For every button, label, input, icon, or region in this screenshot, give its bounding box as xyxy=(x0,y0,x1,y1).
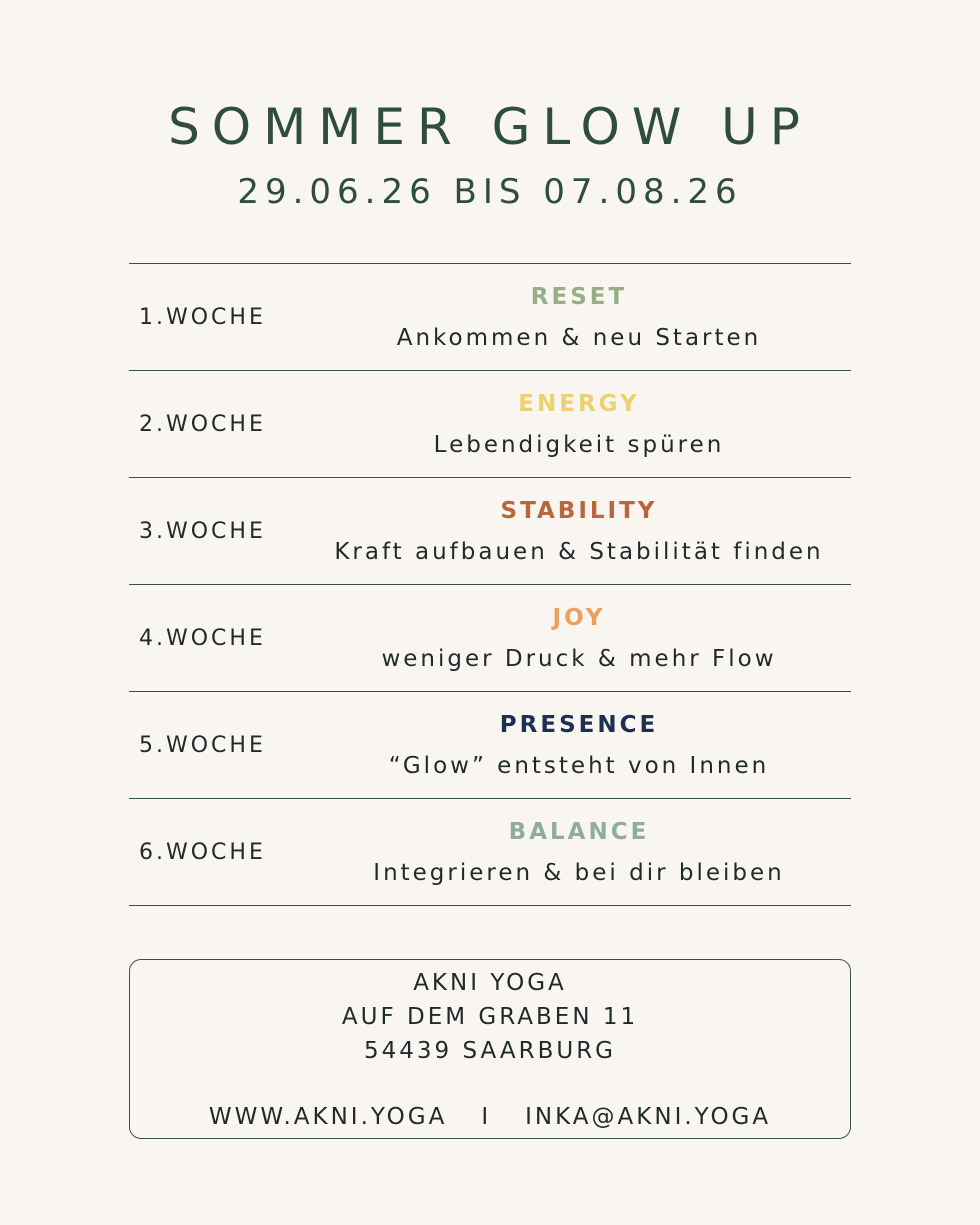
week-label: 3.WOCHE xyxy=(139,518,266,544)
week-theme: JOY xyxy=(552,605,606,631)
city-address: 54439 SAARBURG xyxy=(363,1038,616,1064)
week-content xyxy=(299,478,859,584)
week-theme: STABILITY xyxy=(500,498,658,524)
email-link[interactable]: INKA@AKNI.YOGA xyxy=(525,1104,772,1130)
page-title: SOMMER GLOW UP xyxy=(168,98,812,156)
week-description: Ankommen & neu Starten xyxy=(396,325,762,351)
contact-line xyxy=(130,1104,850,1130)
week-label: 1.WOCHE xyxy=(139,304,266,330)
week-theme: ENERGY xyxy=(518,391,640,417)
week-row xyxy=(129,799,851,906)
week-content xyxy=(299,371,859,477)
week-row xyxy=(129,264,851,371)
week-row xyxy=(129,585,851,692)
week-row xyxy=(129,692,851,799)
week-description: weniger Druck & mehr Flow xyxy=(381,646,777,672)
week-content xyxy=(299,692,859,798)
week-label: 5.WOCHE xyxy=(139,732,266,758)
week-description: Lebendigkeit spüren xyxy=(433,432,725,458)
contact-box xyxy=(129,959,851,1139)
week-label: 2.WOCHE xyxy=(139,411,266,437)
week-label: 4.WOCHE xyxy=(139,625,266,651)
date-range: 29.06.26 BIS 07.08.26 xyxy=(237,172,743,212)
week-content xyxy=(299,264,859,370)
week-theme: PRESENCE xyxy=(499,712,659,738)
week-theme: RESET xyxy=(530,284,628,310)
week-description: “Glow” entsteht von Innen xyxy=(388,753,770,779)
contact-separator: I xyxy=(481,1104,492,1130)
street-address: AUF DEM GRABEN 11 xyxy=(341,1004,639,1030)
week-description: Integrieren & bei dir bleiben xyxy=(373,860,785,886)
week-content xyxy=(299,585,859,691)
week-theme: BALANCE xyxy=(508,819,650,845)
schedule-table xyxy=(129,263,851,906)
week-content xyxy=(299,799,859,905)
week-row xyxy=(129,478,851,585)
week-row xyxy=(129,371,851,478)
week-description: Kraft aufbauen & Stabilität finden xyxy=(334,539,824,565)
studio-name: AKNI YOGA xyxy=(413,970,567,996)
week-label: 6.WOCHE xyxy=(139,839,266,865)
website-link[interactable]: WWW.AKNI.YOGA xyxy=(208,1104,448,1130)
